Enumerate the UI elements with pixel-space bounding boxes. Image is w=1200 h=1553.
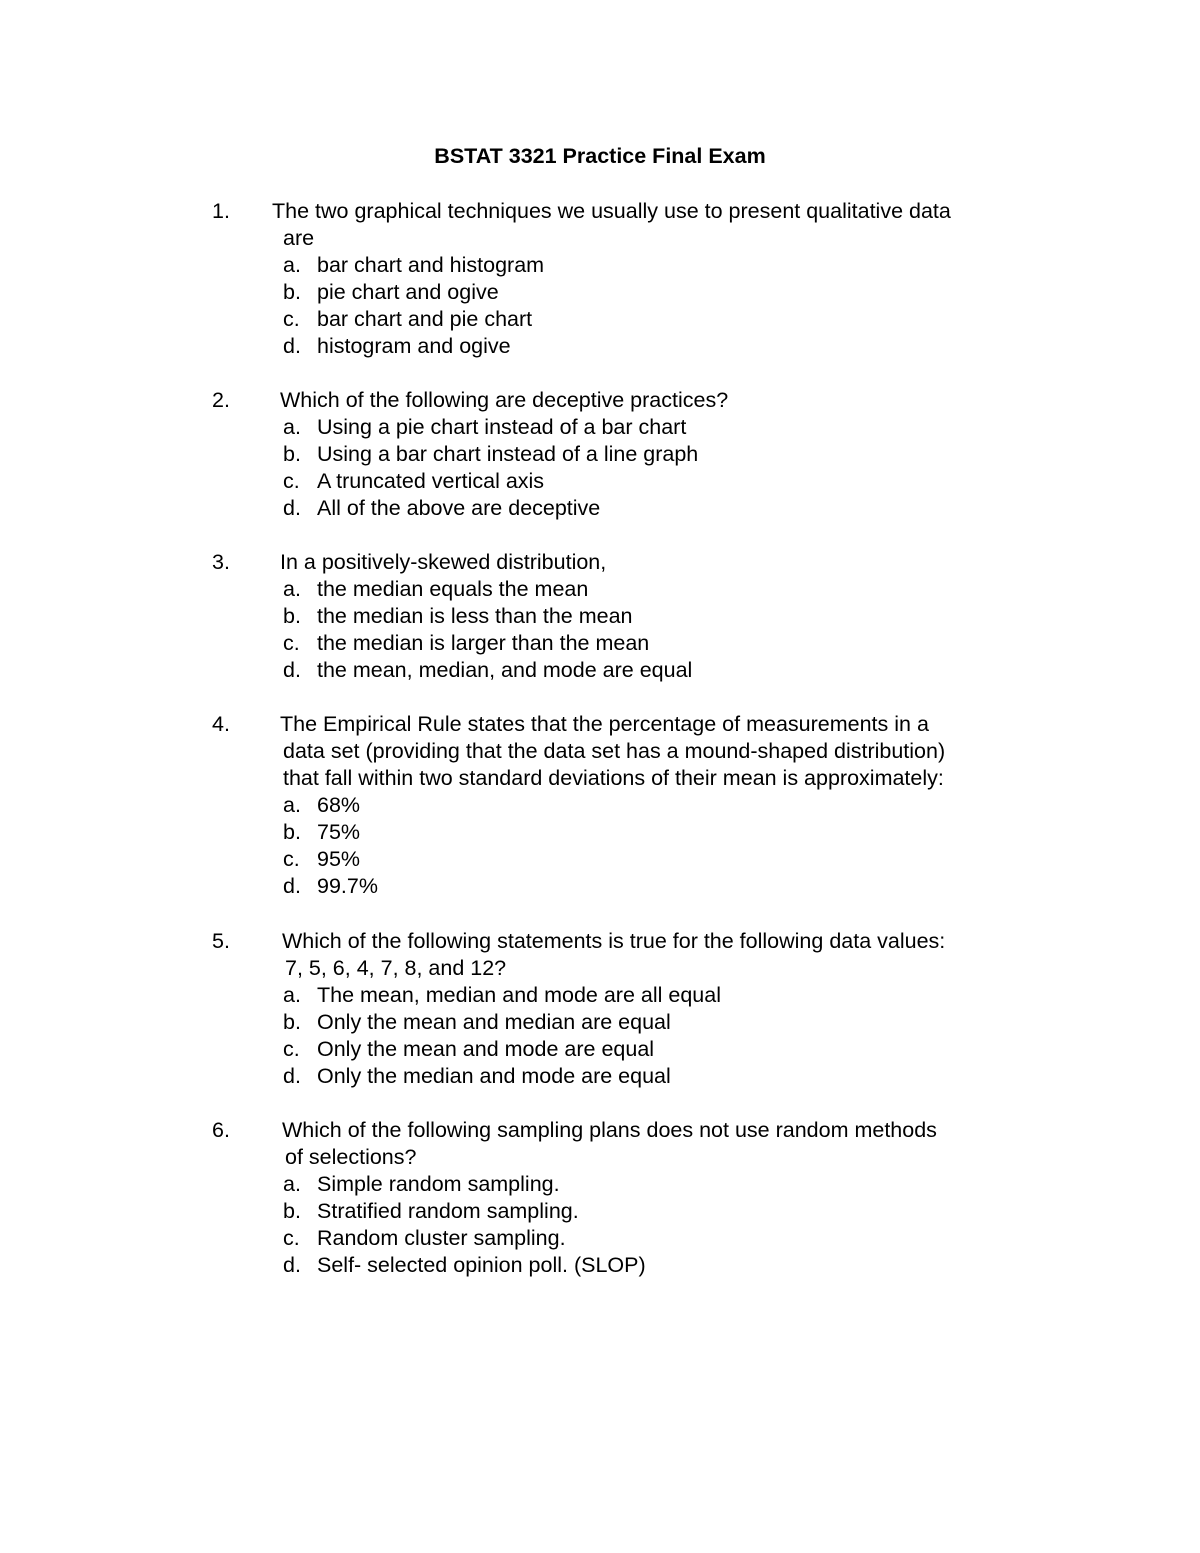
option-letter: c.: [283, 307, 300, 331]
option-list: [280, 1171, 1032, 1279]
option-letter: c.: [283, 1037, 300, 1061]
option-list: [280, 252, 1022, 360]
option-text: All of the above are deceptive: [317, 496, 601, 520]
option-text: The mean, median and mode are all equal: [317, 983, 721, 1007]
stem-line: of selections?: [285, 1145, 417, 1169]
option-text: the median is larger than the mean: [317, 631, 650, 655]
stem-line: In a positively-skewed distribution,: [280, 550, 607, 574]
option-c: [280, 306, 1022, 333]
option-letter: a.: [283, 577, 301, 601]
option-list: [280, 792, 1030, 900]
option-d: [280, 1252, 1032, 1279]
option-c: [280, 468, 1030, 495]
option-b: [280, 1009, 1032, 1036]
stem-line: Which of the following statements is true for the following data values:: [282, 929, 946, 953]
option-letter: b.: [283, 442, 301, 466]
question-number: 4.: [212, 712, 230, 736]
question-stem: [282, 928, 1032, 1090]
option-text: Only the mean and median are equal: [317, 1010, 671, 1034]
option-text: Stratified random sampling.: [317, 1199, 579, 1223]
option-list: [280, 576, 1030, 684]
option-letter: d.: [283, 496, 301, 520]
option-text: Simple random sampling.: [317, 1172, 560, 1196]
question-stem: [282, 1117, 1032, 1279]
option-letter: d.: [283, 1253, 301, 1277]
option-a: [280, 252, 1022, 279]
option-c: [280, 1036, 1032, 1063]
option-list: [280, 982, 1032, 1090]
option-text: 95%: [317, 847, 361, 871]
option-text: Using a pie chart instead of a bar chart: [317, 415, 687, 439]
option-a: [280, 414, 1030, 441]
option-c: [280, 630, 1030, 657]
option-letter: d.: [283, 334, 301, 358]
option-letter: d.: [283, 658, 301, 682]
stem-line: data set (providing that the data set has a mound-shaped distribution): [283, 739, 946, 763]
question-stem: [280, 711, 1030, 900]
option-letter: d.: [283, 874, 301, 898]
option-b: [280, 441, 1030, 468]
option-text: 99.7%: [317, 874, 378, 898]
option-text: 75%: [317, 820, 361, 844]
question-number: 5.: [212, 929, 230, 953]
option-d: [280, 495, 1030, 522]
question-number: 2.: [212, 388, 230, 412]
option-letter: c.: [283, 1226, 300, 1250]
option-a: [280, 1171, 1032, 1198]
option-text: Only the median and mode are equal: [317, 1064, 671, 1088]
option-d: [280, 657, 1030, 684]
option-text: pie chart and ogive: [317, 280, 499, 304]
option-letter: a.: [283, 1172, 301, 1196]
option-a: [280, 576, 1030, 603]
option-text: the median is less than the mean: [317, 604, 633, 628]
option-b: [280, 1198, 1032, 1225]
option-letter: a.: [283, 253, 301, 277]
stem-line: The two graphical techniques we usually use to present qualitative data: [272, 199, 951, 223]
stem-line: Which of the following sampling plans does not use random methods: [282, 1118, 937, 1142]
option-text: 68%: [317, 793, 361, 817]
option-letter: b.: [283, 280, 301, 304]
question-number: 1.: [212, 199, 230, 223]
option-letter: b.: [283, 1199, 301, 1223]
option-text: Self- selected opinion poll. (SLOP): [317, 1253, 646, 1277]
option-list: [280, 414, 1030, 522]
option-text: Random cluster sampling.: [317, 1226, 566, 1250]
stem-line: are: [283, 226, 315, 250]
option-letter: b.: [283, 1010, 301, 1034]
option-text: Only the mean and mode are equal: [317, 1037, 655, 1061]
option-letter: a.: [283, 983, 301, 1007]
option-b: [280, 819, 1030, 846]
option-letter: a.: [283, 793, 301, 817]
stem-line: Which of the following are deceptive practices?: [280, 388, 729, 412]
option-d: [280, 333, 1022, 360]
option-letter: a.: [283, 415, 301, 439]
option-a: [280, 982, 1032, 1009]
stem-line: that fall within two standard deviations of their mean is approximately:: [283, 766, 944, 790]
option-text: bar chart and pie chart: [317, 307, 533, 331]
option-letter: b.: [283, 604, 301, 628]
question-number: 3.: [212, 550, 230, 574]
question-stem: [280, 387, 1030, 522]
option-a: [280, 792, 1030, 819]
option-text: A truncated vertical axis: [317, 469, 545, 493]
stem-line: 7, 5, 6, 4, 7, 8, and 12?: [285, 956, 507, 980]
option-text: Using a bar chart instead of a line graph: [317, 442, 699, 466]
option-letter: d.: [283, 1064, 301, 1088]
question-stem: [272, 198, 1022, 360]
question-stem: [280, 549, 1030, 684]
option-c: [280, 1225, 1032, 1252]
option-b: [280, 603, 1030, 630]
option-letter: b.: [283, 820, 301, 844]
option-letter: c.: [283, 469, 300, 493]
option-b: [280, 279, 1022, 306]
option-c: [280, 846, 1030, 873]
option-letter: c.: [283, 847, 300, 871]
option-text: histogram and ogive: [317, 334, 511, 358]
option-letter: c.: [283, 631, 300, 655]
option-d: [280, 873, 1030, 900]
option-d: [280, 1063, 1032, 1090]
option-text: the median equals the mean: [317, 577, 589, 601]
option-text: the mean, median, and mode are equal: [317, 658, 693, 682]
page-title: BSTAT 3321 Practice Final Exam: [434, 144, 766, 168]
option-text: bar chart and histogram: [317, 253, 545, 277]
stem-line: The Empirical Rule states that the percentage of measurements in a: [280, 712, 929, 736]
question-number: 6.: [212, 1118, 230, 1142]
